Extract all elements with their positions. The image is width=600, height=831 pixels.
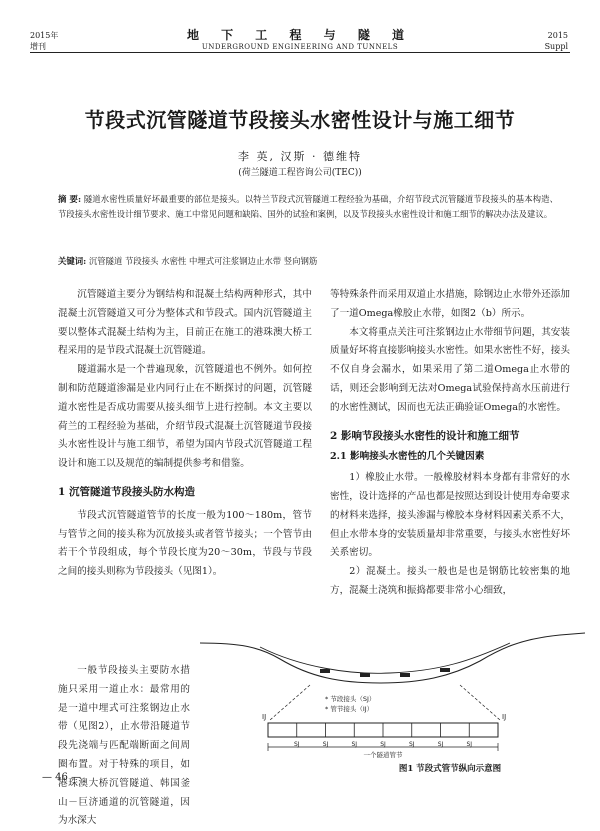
legend-sj: * 节段接头（SJ） bbox=[325, 695, 376, 703]
paragraph: 本文将重点关注可注浆钢边止水带细节问题，其安装质量好坏将直接影响接头水密性。如果水密性不好，接头不仅自身会漏水，如果采用了第二道Omega止水带的话，则还会影响到无法对Omega试验保持高水压前进行的水密性测试，因而也无法正确验证Omega的水密性。 bbox=[330, 326, 570, 413]
header-issue: 增刊 bbox=[30, 42, 46, 51]
header-year: 2015年 bbox=[30, 31, 59, 40]
figure-1-caption: 图1 节段式管节纵向示意图 bbox=[398, 764, 502, 774]
paragraph: 2）混凝土。接头一般也是也是钢筋比较密集的地方，混凝土浇筑和振捣都要非常小心细致， bbox=[330, 566, 570, 596]
tunnel-alignment-curve bbox=[260, 643, 510, 673]
leader-line bbox=[270, 685, 310, 720]
segment-joint-label: SJ bbox=[293, 741, 300, 748]
keywords bbox=[58, 254, 558, 268]
legend-ij: * 管节接头（IJ） bbox=[325, 705, 374, 713]
left-column bbox=[58, 286, 312, 582]
segment-joint-label: SJ bbox=[408, 741, 415, 748]
paragraph: 等特殊条件而采用双道止水措施，除钢边止水带外还添加了一道Omega橡胶止水带，如图2（b）所示。 bbox=[330, 289, 570, 319]
element-mark bbox=[320, 669, 330, 673]
segment-joints bbox=[297, 723, 470, 737]
affiliation: (荷兰隧道工程咨询公司(TEC)) bbox=[238, 168, 362, 178]
paragraph: 1）橡胶止水带。一般橡胶材料本身都有非常好的水密性，设计选择的产品也都是按照达到设计使用寿命要求的材料来选择，接头渗漏与橡胶本身材料因素关系不大，但止水带本身的安装质量却非常重要，与接头水密性好坏关系密切。 bbox=[330, 472, 570, 559]
abstract-text: 隧道水密性质量好坏最重要的部位是接头。以特兰节段式沉管隧道工程经验为基础，介绍节段式沉管隧道节段接头的基本构造、节段接头水密性设计细节要求、施工中常见问题和缺陷、国外的试验和案例，以及节段接头水密性设计和施工细节的解决办法及建议。 bbox=[58, 194, 558, 220]
paragraph: 节段式沉管隧道管节的长度一般为100～180m，管节与管节之间的接头称为沉放接头或者管节接头；一个管节由若干个节段组成，每个节段长度为20～30m，节段与节段之间的接头则称为节段接头（见图1）。 bbox=[58, 509, 312, 578]
segment-joint-label: SJ bbox=[380, 741, 386, 748]
section-heading-1: 1 沉管隧道节段接头防水构造 bbox=[58, 485, 195, 498]
abstract-label: 摘 要: bbox=[58, 194, 82, 204]
seabed-profile-curve bbox=[200, 633, 585, 683]
segment-joint-label: SJ bbox=[437, 741, 444, 748]
segment-joint-label: SJ bbox=[466, 741, 473, 748]
paragraph: 沉管隧道主要分为钢结构和混凝土结构两种形式，其中混凝土沉管隧道又可分为整体式和节段式。国内沉管隧道主要以整体式混凝土结构为主，目前正在施工的港珠澳大桥工程采用的是节段式混凝土沉管隧道。 bbox=[58, 289, 312, 357]
element-mark bbox=[360, 673, 370, 677]
ij-label-left: IJ bbox=[262, 713, 267, 721]
figure-1 bbox=[200, 625, 590, 765]
journal-title-cn: 地 下 工 程 与 隧 道 bbox=[186, 28, 414, 42]
section-heading-2: 2 影响节段接头水密性的设计和施工细节 bbox=[330, 429, 520, 442]
header-issue-right: Suppl bbox=[544, 42, 568, 51]
segment-joint-label: SJ bbox=[351, 741, 358, 748]
left-column-narrow bbox=[58, 662, 190, 831]
paper-title: 节段式沉管隧道节段接头水密性设计与施工细节 bbox=[84, 108, 516, 132]
subsection-heading-2-1: 2.1 影响接头水密性的几个关键因素 bbox=[330, 451, 485, 463]
right-column bbox=[330, 286, 570, 601]
element-mark bbox=[440, 668, 450, 672]
header-rule bbox=[30, 52, 570, 53]
abstract bbox=[58, 192, 558, 222]
element-mark bbox=[400, 673, 410, 677]
keywords-label: 关键词: bbox=[58, 256, 87, 266]
header-year-right: 2015 bbox=[547, 31, 568, 40]
paragraph: 隧道漏水是一个普遍现象，沉管隧道也不例外。如何控制和防范隧道渗漏是业内同行止在不断探讨的问题，沉管隧道水密性是否成功需要从接头细节上进行控制。本文主要以荷兰的工程经验为基础，介绍节段式混凝土沉管隧道节段接头水密性设计与施工细节，希望为国内节段式沉管隧道工程设计和施工以及规范的编制提供参考和借鉴。 bbox=[58, 364, 312, 470]
journal-year-issue-right bbox=[545, 30, 568, 52]
paragraph: 一般节段接头主要防水措施只采用一道止水：最常用的是一道中埋式可注浆钢边止水带（见图2），止水带沿隧道节段先浇端与匹配端断面之间周圈布置。对于特殊的项目，如港珠澳大桥沉管隧道、韩国釜山－巨济通道的沉管隧道，因为水深大 bbox=[58, 665, 190, 827]
page-number: — 46 — bbox=[42, 772, 82, 783]
leader-line bbox=[460, 685, 500, 720]
element-length-label: 一个隧道管节 bbox=[363, 751, 403, 759]
ij-label-right: IJ bbox=[502, 713, 507, 721]
authors: 李 英, 汉斯 · 德维特 bbox=[238, 150, 362, 163]
journal-title-en: UNDERGROUND ENGINEERING AND TUNNELS bbox=[201, 43, 399, 51]
segment-joint-label: SJ bbox=[322, 741, 329, 748]
keywords-text: 沉管隧道 节段接头 水密性 中埋式可注浆钢边止水带 竖向钢筋 bbox=[88, 256, 318, 266]
journal-title bbox=[0, 28, 600, 52]
